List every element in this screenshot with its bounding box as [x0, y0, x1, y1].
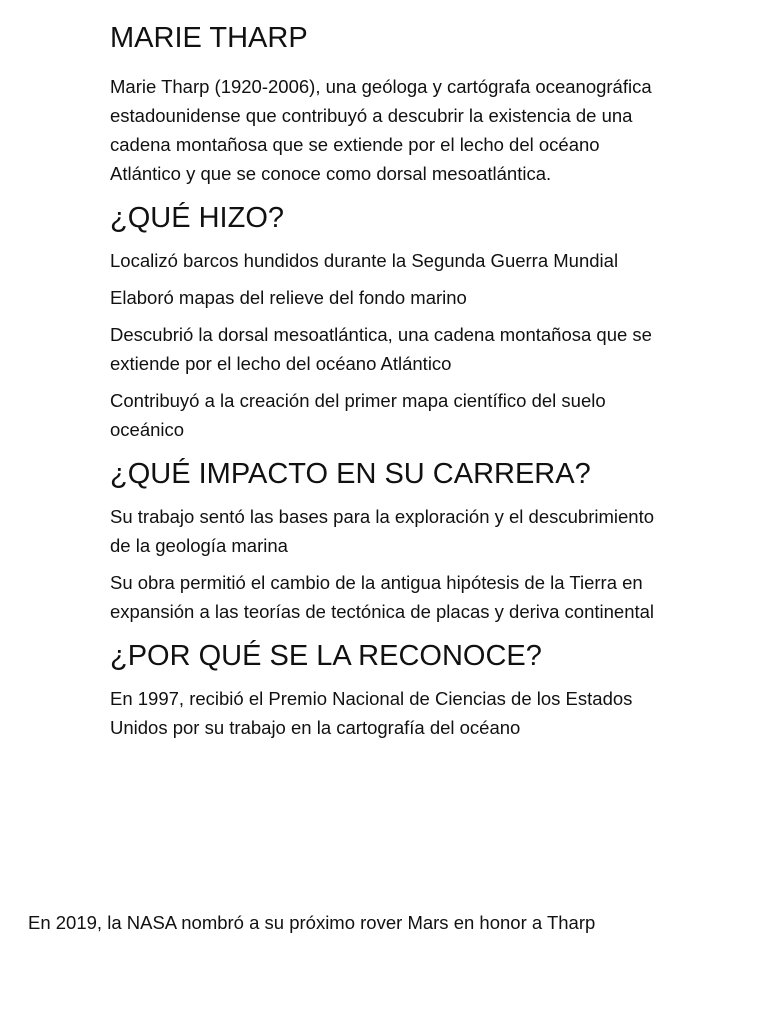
section-heading-que-hizo: ¿QUÉ HIZO? — [110, 202, 285, 234]
paragraph: Su obra permitió el cambio de la antigua hipótesis de la Tierra en expansión a las teorías de tectónica de placas y deriva continental — [110, 572, 655, 622]
paragraph: Localizó barcos hundidos durante la Segunda Guerra Mundial — [110, 250, 619, 271]
page-title: MARIE THARP — [110, 22, 308, 54]
section-heading-impacto: ¿QUÉ IMPACTO EN SU CARRERA? — [110, 458, 591, 490]
paragraph: Su trabajo sentó las bases para la exploración y el descubrimiento de la geología marina — [110, 506, 655, 556]
paragraph: Elaboró mapas del relieve del fondo marino — [110, 287, 467, 308]
paragraph: En 1997, recibió el Premio Nacional de Ciencias de los Estados Unidos por su trabajo en la cartografía del océano — [110, 688, 633, 738]
footer-paragraph: En 2019, la NASA nombró a su próximo rover Mars en honor a Tharp — [28, 912, 596, 933]
paragraph: Descubrió la dorsal mesoatlántica, una cadena montañosa que se extiende por el lecho del océano Atlántico — [110, 324, 652, 374]
paragraph: Contribuyó a la creación del primer mapa científico del suelo oceánico — [110, 390, 606, 440]
intro-paragraph: Marie Tharp (1920-2006), una geóloga y cartógrafa oceanográfica estadounidense que contribuyó a descubrir la existencia de una cadena montañosa que se extiende por el lecho del océano Atlántico y que se conoce como dorsal mesoatlántica. — [110, 76, 652, 184]
document-body — [110, 18, 670, 742]
section-heading-reconoce: ¿POR QUÉ SE LA RECONOCE? — [110, 640, 542, 672]
